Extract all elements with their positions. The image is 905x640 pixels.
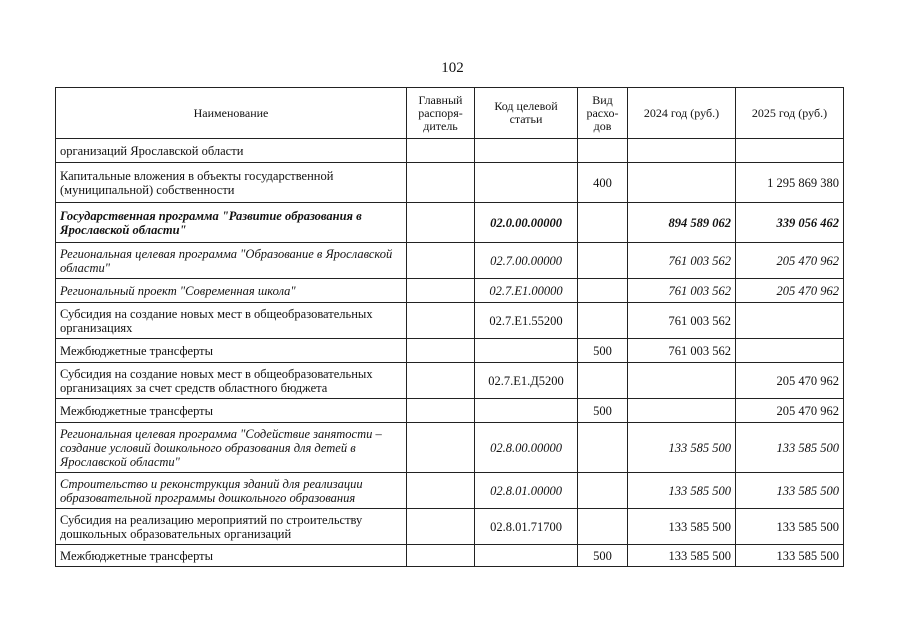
row-kind bbox=[578, 303, 628, 339]
row-name: Межбюджетные трансферты bbox=[56, 339, 407, 363]
row-2025: 133 585 500 bbox=[736, 473, 844, 509]
table-row bbox=[56, 399, 844, 423]
column-header-admin: Главный распоря-дитель bbox=[407, 88, 475, 139]
row-admin bbox=[407, 279, 475, 303]
row-2025 bbox=[736, 339, 844, 363]
row-code: 02.8.00.00000 bbox=[475, 423, 578, 473]
row-name: Субсидия на создание новых мест в общеобразовательных организациях bbox=[56, 303, 407, 339]
row-admin bbox=[407, 399, 475, 423]
row-admin bbox=[407, 363, 475, 399]
table-row bbox=[56, 139, 844, 163]
row-kind bbox=[578, 509, 628, 545]
row-name: Государственная программа "Развитие образования в Ярославской области" bbox=[56, 203, 407, 243]
table-row bbox=[56, 243, 844, 279]
row-kind bbox=[578, 473, 628, 509]
table-row bbox=[56, 163, 844, 203]
row-code: 02.7.Е1.Д5200 bbox=[475, 363, 578, 399]
row-name: Строительство и реконструкция зданий для реализации образовательной программы дошкольного образования bbox=[56, 473, 407, 509]
row-2025 bbox=[736, 139, 844, 163]
row-code: 02.8.01.00000 bbox=[475, 473, 578, 509]
row-2025 bbox=[736, 303, 844, 339]
row-code: 02.0.00.00000 bbox=[475, 203, 578, 243]
row-2024: 761 003 562 bbox=[628, 303, 736, 339]
row-name: Субсидия на реализацию мероприятий по строительству дошкольных образовательных организаций bbox=[56, 509, 407, 545]
row-admin bbox=[407, 339, 475, 363]
row-name: Межбюджетные трансферты bbox=[56, 545, 407, 567]
row-admin bbox=[407, 423, 475, 473]
row-kind bbox=[578, 139, 628, 163]
row-admin bbox=[407, 473, 475, 509]
budget-table bbox=[55, 87, 844, 567]
row-2024: 761 003 562 bbox=[628, 279, 736, 303]
row-2025: 205 470 962 bbox=[736, 279, 844, 303]
row-code: 02.8.01.71700 bbox=[475, 509, 578, 545]
row-2024: 761 003 562 bbox=[628, 243, 736, 279]
row-admin bbox=[407, 303, 475, 339]
row-admin bbox=[407, 509, 475, 545]
row-admin bbox=[407, 203, 475, 243]
row-2024 bbox=[628, 163, 736, 203]
row-code bbox=[475, 163, 578, 203]
row-name: Региональный проект "Современная школа" bbox=[56, 279, 407, 303]
row-name: Субсидия на создание новых мест в общеобразовательных организациях за счет средств областного бюджета bbox=[56, 363, 407, 399]
row-2024 bbox=[628, 363, 736, 399]
table-row bbox=[56, 279, 844, 303]
row-code: 02.7.Е1.55200 bbox=[475, 303, 578, 339]
row-name: Капитальные вложения в объекты государственной (муниципальной) собственности bbox=[56, 163, 407, 203]
row-kind: 500 bbox=[578, 339, 628, 363]
row-code bbox=[475, 339, 578, 363]
row-kind bbox=[578, 279, 628, 303]
row-2024 bbox=[628, 139, 736, 163]
row-name: Региональная целевая программа "Образование в Ярославской области" bbox=[56, 243, 407, 279]
row-name: Региональная целевая программа "Содействие занятости – создание условий дошкольного образования для детей в Ярославской области" bbox=[56, 423, 407, 473]
row-code bbox=[475, 139, 578, 163]
row-kind: 500 bbox=[578, 545, 628, 567]
row-kind: 400 bbox=[578, 163, 628, 203]
row-2025: 339 056 462 bbox=[736, 203, 844, 243]
table-header-row bbox=[56, 88, 844, 139]
row-code: 02.7.00.00000 bbox=[475, 243, 578, 279]
row-2024: 133 585 500 bbox=[628, 545, 736, 567]
row-2025: 133 585 500 bbox=[736, 509, 844, 545]
table-row bbox=[56, 423, 844, 473]
row-kind bbox=[578, 363, 628, 399]
row-2024: 133 585 500 bbox=[628, 509, 736, 545]
column-header-2025: 2025 год (руб.) bbox=[736, 88, 844, 139]
row-admin bbox=[407, 139, 475, 163]
table-row bbox=[56, 363, 844, 399]
row-2024: 133 585 500 bbox=[628, 473, 736, 509]
row-name: организаций Ярославской области bbox=[56, 139, 407, 163]
row-kind: 500 bbox=[578, 399, 628, 423]
table-row bbox=[56, 545, 844, 567]
row-2025: 205 470 962 bbox=[736, 399, 844, 423]
row-admin bbox=[407, 545, 475, 567]
table-row bbox=[56, 303, 844, 339]
column-header-code: Код целевой статьи bbox=[475, 88, 578, 139]
row-2025: 133 585 500 bbox=[736, 423, 844, 473]
row-code: 02.7.Е1.00000 bbox=[475, 279, 578, 303]
row-2024: 133 585 500 bbox=[628, 423, 736, 473]
row-kind bbox=[578, 423, 628, 473]
row-kind bbox=[578, 203, 628, 243]
row-2024: 761 003 562 bbox=[628, 339, 736, 363]
row-2025: 205 470 962 bbox=[736, 243, 844, 279]
row-code bbox=[475, 545, 578, 567]
row-admin bbox=[407, 163, 475, 203]
column-header-2024: 2024 год (руб.) bbox=[628, 88, 736, 139]
row-2025: 1 295 869 380 bbox=[736, 163, 844, 203]
page-number: 102 bbox=[441, 60, 464, 76]
row-kind bbox=[578, 243, 628, 279]
row-2024: 894 589 062 bbox=[628, 203, 736, 243]
table-row bbox=[56, 203, 844, 243]
row-2024 bbox=[628, 399, 736, 423]
row-2025: 133 585 500 bbox=[736, 545, 844, 567]
row-2025: 205 470 962 bbox=[736, 363, 844, 399]
table-row bbox=[56, 339, 844, 363]
row-admin bbox=[407, 243, 475, 279]
table-row bbox=[56, 509, 844, 545]
table-row bbox=[56, 473, 844, 509]
row-code bbox=[475, 399, 578, 423]
row-name: Межбюджетные трансферты bbox=[56, 399, 407, 423]
column-header-name: Наименование bbox=[56, 88, 407, 139]
column-header-kind: Вид расхо-дов bbox=[578, 88, 628, 139]
